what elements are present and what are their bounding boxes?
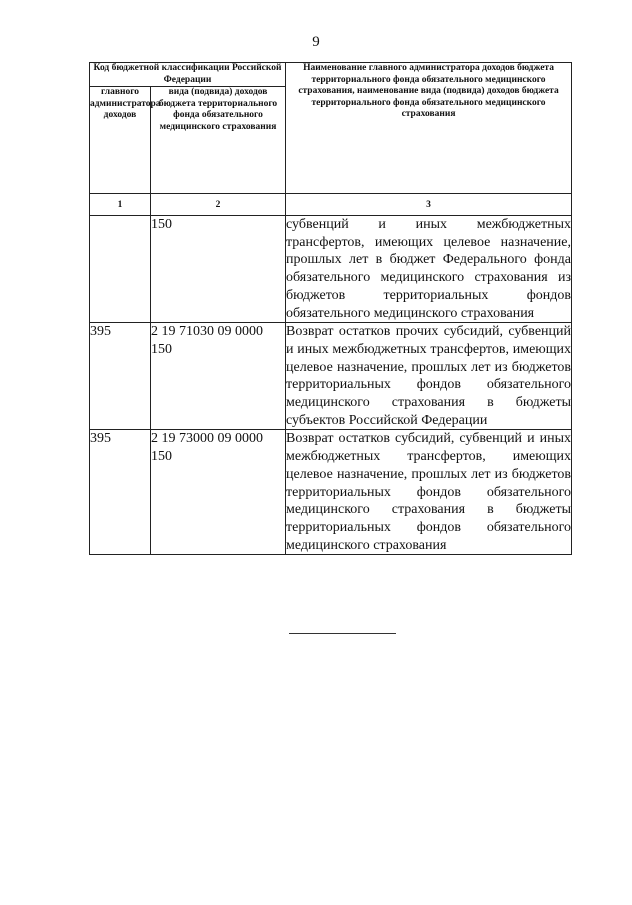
- income-name-cell: субвенций и иных межбюджетных трансфертов, имеющих целевое назначение, прошлых лет в бюджет Федерального фонда обязательного медицинского страхования из бюджетов территориальных фондов обязательного медицинского страхования: [286, 216, 572, 323]
- page-number: 9: [312, 34, 320, 50]
- income-name-cell: Возврат остатков прочих субсидий, субвенций и иных межбюджетных трансфертов, имеющих целевое назначение, прошлых лет из бюджетов территориальных фондов обязательного медицинского страхования в бюджеты субъектов Российской Федерации: [286, 323, 572, 430]
- table-row: [90, 430, 572, 555]
- income-code-cell: 150: [151, 216, 286, 323]
- admin-code-cell: [90, 216, 151, 323]
- table-row: [90, 323, 572, 430]
- admin-code-cell: 395: [90, 323, 151, 430]
- table-header-row: [90, 63, 572, 87]
- column-number-2: 2: [151, 194, 286, 216]
- column-number-row: [90, 194, 572, 216]
- column-number-3: 3: [286, 194, 572, 216]
- budget-classification-table: [89, 62, 572, 555]
- income-name-cell: Возврат остатков субсидий, субвенций и иных межбюджетных трансфертов, имеющих целевое назначение, прошлых лет из бюджетов территориальных фондов обязательного медицинского страхования в бюджеты территориальных фондов обязательного медицинского страхования: [286, 430, 572, 555]
- income-code-cell: 2 19 71030 09 0000 150: [151, 323, 286, 430]
- table-row: [90, 216, 572, 323]
- header-admin-code: главного администратора доходов: [90, 87, 151, 194]
- header-income-code: вида (подвида) доходов бюджета территориального фонда обязательного медицинского страхования: [151, 87, 286, 194]
- header-name-column: Наименование главного администратора доходов бюджета территориального фонда обязательного медицинского страхования, наименование вида (подвида) доходов бюджета территориального фонда обязательного медицинского страхования: [286, 63, 572, 194]
- column-number-1: 1: [90, 194, 151, 216]
- separator-line: [289, 633, 396, 634]
- admin-code-cell: 395: [90, 430, 151, 555]
- header-budget-code-group: Код бюджетной классификации Российской Федерации: [90, 63, 286, 87]
- income-code-cell: 2 19 73000 09 0000 150: [151, 430, 286, 555]
